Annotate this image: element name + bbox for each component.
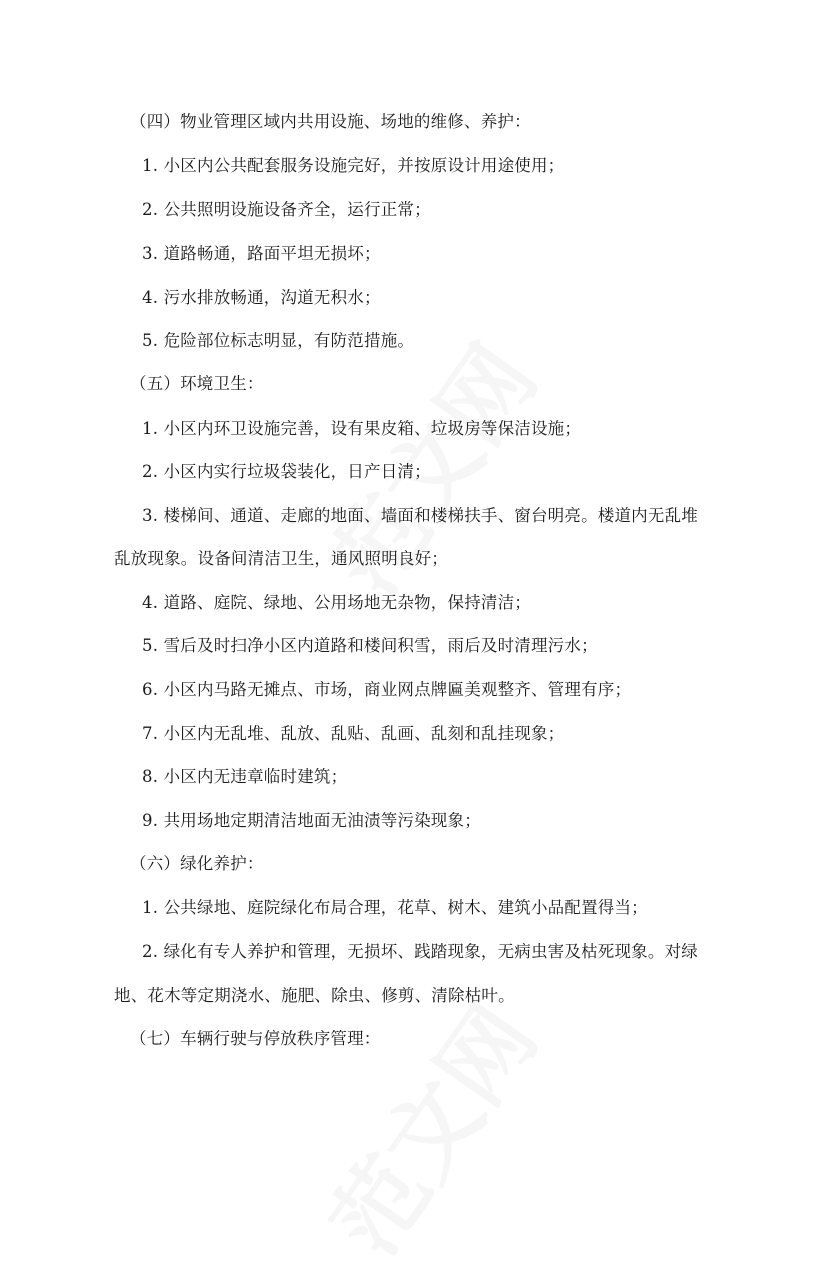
list-item: 4. 道路、庭院、绿地、公用场地无杂物，保持清洁； (142, 593, 531, 612)
section-heading: （五）环境卫生： (130, 374, 264, 393)
list-item-continuation: 地、花木等定期浇水、施肥、除虫、修剪、清除枯叶。 (114, 986, 515, 1005)
list-item: 1. 小区内环卫设施完善，设有果皮箱、垃圾房等保洁设施； (142, 419, 582, 438)
list-item: 2. 小区内实行垃圾袋装化，日产日清； (142, 462, 431, 481)
list-item: 4. 污水排放畅通，沟道无积水； (142, 288, 381, 307)
watermark (295, 975, 561, 1277)
list-item: 3. 道路畅通，路面平坦无损坏； (142, 244, 381, 263)
section-heading: （四）物业管理区域内共用设施、场地的维修、养护： (130, 112, 531, 131)
list-item: 5. 危险部位标志明显，有防范措施。 (142, 331, 415, 350)
list-item: 9. 共用场地定期清洁地面无油渍等污染现象； (142, 811, 481, 830)
section-heading: （七）车辆行驶与停放秩序管理： (130, 1029, 381, 1048)
section-heading: （六）绿化养护： (130, 854, 264, 873)
list-item: 7. 小区内无乱堆、乱放、乱贴、乱画、乱刻和乱挂现象； (142, 724, 565, 743)
list-item: 2. 公共照明设施设备齐全，运行正常； (142, 200, 431, 219)
list-item: 8. 小区内无违章临时建筑； (142, 767, 348, 786)
list-item: 6. 小区内马路无摊点、市场，商业网点牌匾美观整齐、管理有序； (142, 680, 632, 699)
list-item-continuation: 乱放现象。设备间清洁卫生，通风照明良好； (114, 549, 448, 568)
list-item: 5. 雪后及时扫净小区内道路和楼间积雪，雨后及时清理污水； (142, 636, 598, 655)
list-item: 1. 小区内公共配套服务设施完好，并按原设计用途使用； (142, 156, 565, 175)
list-item: 1. 公共绿地、庭院绿化布局合理，花草、树木、建筑小品配置得当； (142, 898, 648, 917)
list-item: 2. 绿化有专人养护和管理，无损坏、践踏现象，无病虫害及枯死现象。对绿 (142, 942, 698, 961)
list-item: 3. 楼梯间、通道、走廊的地面、墙面和楼梯扶手、窗台明亮。楼道内无乱堆 (142, 506, 698, 525)
